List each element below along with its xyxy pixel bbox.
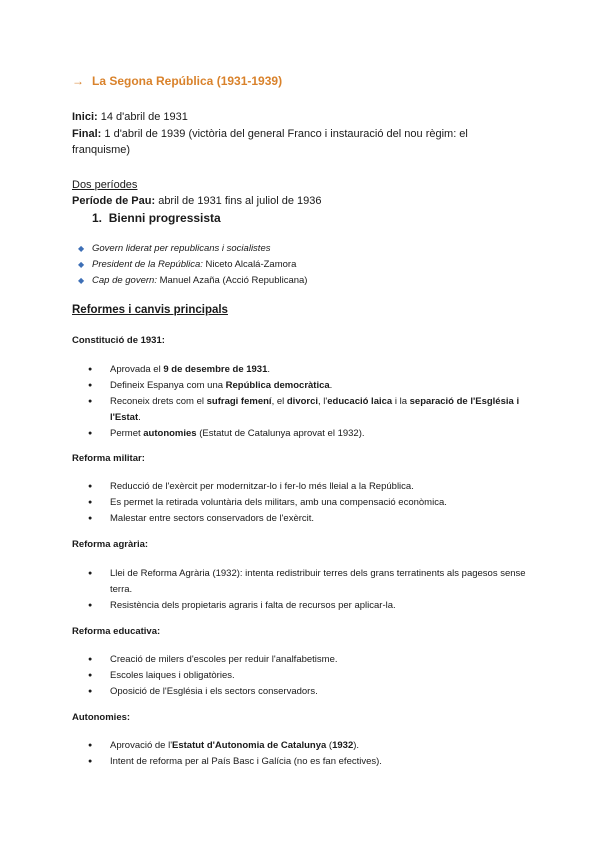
list-item: ● Aprovació de l'Estatut d'Autonomia de Catalunya (1932). [88, 738, 538, 754]
agrarian-heading: Reforma agrària: [72, 539, 149, 550]
list-item: ● Escoles laiques i obligatòries. [88, 668, 538, 684]
start-value: 14 d'abril de 1931 [97, 111, 188, 123]
end-label: Final: [72, 128, 102, 140]
bienni-heading [92, 211, 221, 225]
bienni-title: Bienni progressista [108, 211, 221, 225]
list-item: ● Reducció de l'exèrcit per modernitzar-lo i fer-lo més lleial a la República. [88, 479, 538, 495]
list-item: ◆ Cap de govern: Manuel Azaña (Acció Republicana) [78, 273, 307, 289]
arrow-icon: → [72, 74, 84, 88]
periods-heading: Dos períodes [72, 179, 138, 191]
list-item: ● Intent de reforma per al País Basc i Galícia (no es fan efectives). [88, 754, 538, 770]
diamond-bullet-icon: ◆ [78, 276, 85, 285]
bienni-number: 1. [92, 211, 103, 225]
peace-period [72, 193, 321, 209]
constitution-list [88, 362, 538, 442]
list-item: ◆ Govern liderat per republicans i socialistes [78, 241, 307, 257]
list-item: ● Resistència dels propietaris agraris i falta de recursos per aplicar-la. [88, 598, 538, 614]
list-item: ● Oposició de l'Església i els sectors conservadors. [88, 684, 538, 700]
end-date [72, 126, 512, 158]
title-text: La Segona República (1931-1939) [92, 74, 283, 88]
peace-period-label: Període de Pau: [72, 195, 156, 207]
peace-period-value: abril de 1931 fins al juliol de 1936 [155, 195, 322, 207]
list-item: ● Defineix Espanya com una República democràtica. [88, 378, 538, 394]
education-list [88, 652, 538, 700]
list-item: ● Permet autonomies (Estatut de Catalunya aprovat el 1932). [88, 426, 538, 442]
reforms-title: Reformes i canvis principals [72, 304, 228, 316]
autonomies-heading: Autonomies: [72, 712, 131, 723]
education-heading: Reforma educativa: [72, 626, 161, 637]
list-item: ◆ President de la República: Niceto Alcalá-Zamora [78, 257, 307, 273]
start-date [72, 109, 188, 125]
list-item: ● Es permet la retirada voluntària dels militars, amb una compensació econòmica. [88, 495, 538, 511]
list-item: ● Llei de Reforma Agrària (1932): intenta redistribuir terres dels grans terratinents als pagesos sense terra. [88, 566, 538, 597]
diamond-bullet-icon: ◆ [78, 260, 85, 269]
military-list [88, 479, 538, 527]
start-label: Inici: [72, 111, 98, 123]
list-item: ● Creació de milers d'escoles per reduir l'analfabetisme. [88, 652, 538, 668]
section-title [72, 74, 282, 88]
autonomies-list [88, 738, 538, 770]
diamond-bullet-icon: ◆ [78, 244, 85, 253]
list-item: ● Reconeix drets com el sufragi femení, el divorci, l'educació laica i la separació de l'Església i l'Estat. [88, 394, 538, 425]
agrarian-list [88, 566, 538, 614]
bienni-list [78, 241, 307, 289]
list-item: ● Malestar entre sectors conservadors de l'exèrcit. [88, 511, 538, 527]
end-value: 1 d'abril de 1939 (victòria del general Franco i instauració del nou règim: el franquisme) [72, 128, 468, 156]
constitution-heading: Constitució de 1931: [72, 335, 165, 346]
military-heading: Reforma militar: [72, 453, 145, 464]
list-item: ● Aprovada el 9 de desembre de 1931. [88, 362, 538, 378]
